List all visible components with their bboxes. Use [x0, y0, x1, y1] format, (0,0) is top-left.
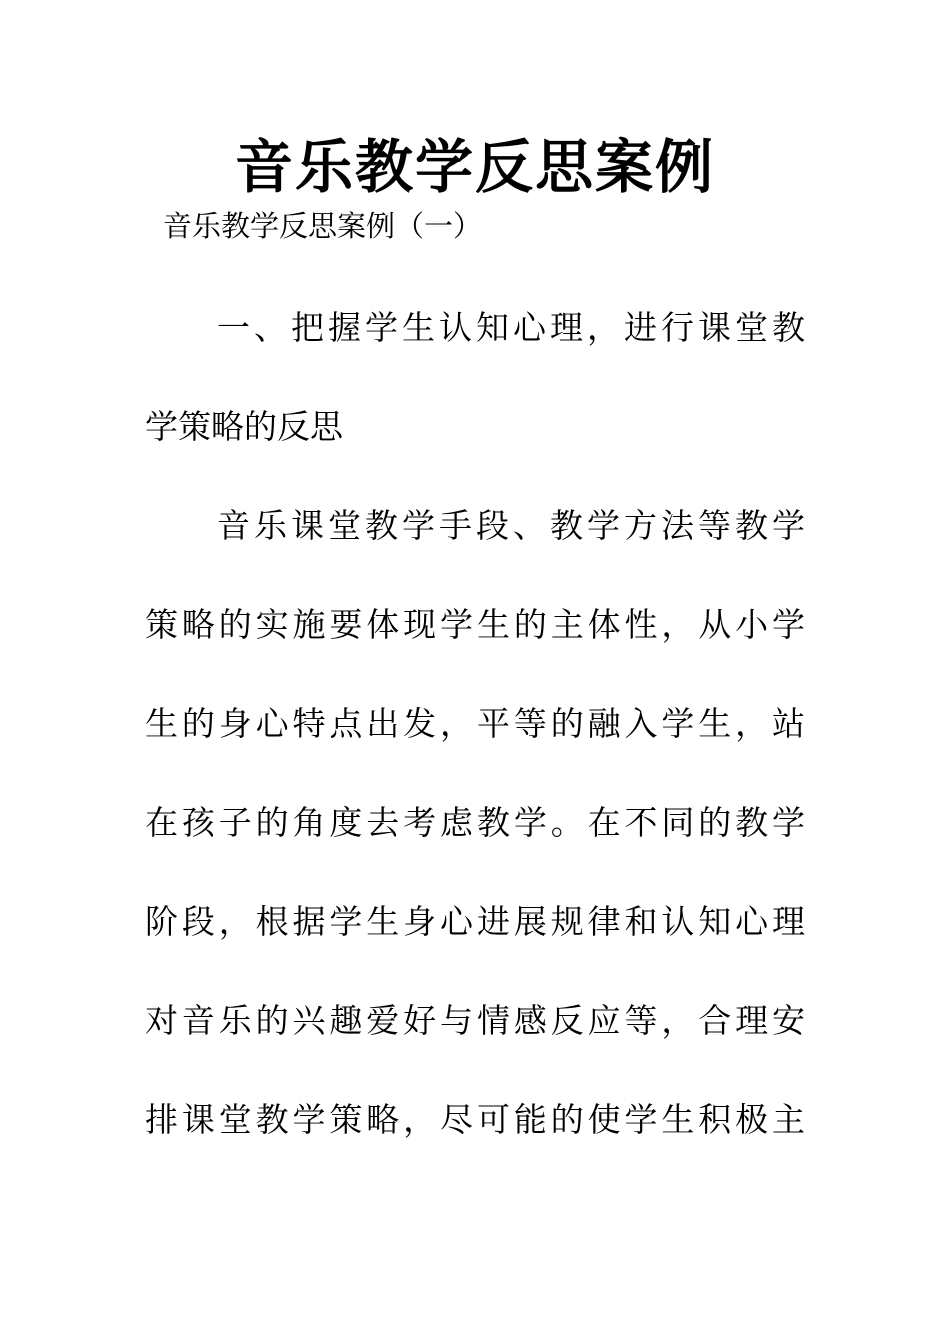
- body-text: [145, 302, 805, 1193]
- paragraph-line-1: 音乐课堂教学手段、教学方法等教学: [217, 506, 805, 545]
- paragraph-line-2: 策略的实施要体现学生的主体性，从小学: [145, 605, 805, 644]
- paragraph-line-4: 在孩子的角度去考虑教学。在不同的教学: [145, 803, 805, 842]
- heading-line-1: 一、把握学生认知心理，进行课堂教: [217, 308, 805, 347]
- paragraph-line-6: 对音乐的兴趣爱好与情感反应等，合理安: [145, 1001, 805, 1040]
- paragraph-line-5: 阶段，根据学生身心进展规律和认知心理: [145, 902, 805, 941]
- paragraph-line-3: 生的身心特点出发，平等的融入学生，站: [145, 704, 805, 743]
- section-subtitle: 音乐教学反思案例（一）: [163, 209, 483, 243]
- heading-line-2: 学策略的反思: [145, 407, 343, 446]
- document-title: 音乐教学反思案例: [234, 133, 715, 201]
- paragraph-line-7: 排课堂教学策略，尽可能的使学生积极主: [145, 1100, 805, 1139]
